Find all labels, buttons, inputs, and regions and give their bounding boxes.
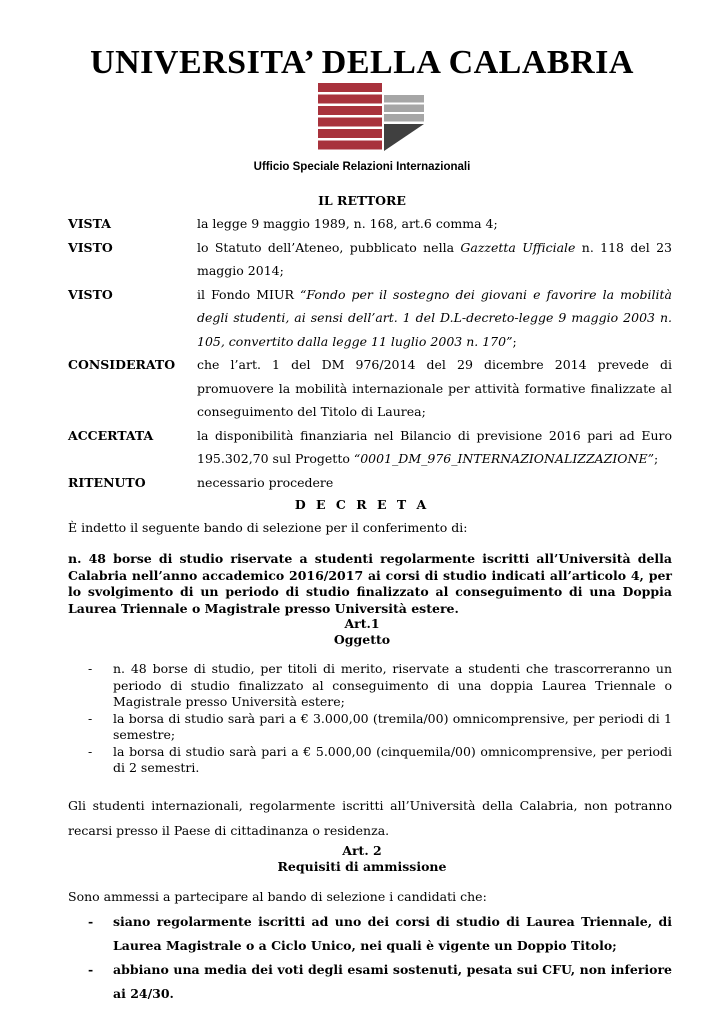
text-span: la legge 9 maggio 1989, n. 168, art.6 comma 4; (197, 216, 498, 231)
logo-red-bar (318, 83, 382, 92)
art1-note: Gli studenti internazionali, regolarmente iscritti all’Università della Calabria, non potranno recarsi presso il Paese di cittadinanza o residenza. (68, 798, 672, 838)
preamble-label: VISTO (68, 239, 113, 255)
italic-text: “0001_DM_976_INTERNAZIONALIZZAZIONE” (353, 451, 654, 466)
preamble-label: CONSIDERATO (68, 357, 176, 372)
logo-dark-triangle (384, 124, 424, 151)
logo-red-bar (318, 118, 382, 127)
preamble-label: RITENUTO (68, 474, 146, 490)
decreta-heading: D E C R E T A (294, 497, 430, 512)
preamble-text (197, 283, 672, 354)
preamble (68, 212, 672, 494)
logo-grey-bar (384, 95, 424, 103)
preamble-text (197, 212, 672, 236)
logo-red-bar (318, 95, 382, 104)
preamble-label: VISTO (68, 286, 113, 302)
italic-text: “Fondo per il sostegno dei giovani e favorire la mobilità degli studenti, ai sensi dell’art. 1 del D.L-decreto-legge 9 maggio 2003 n. 105, convertito dalla legge 11 luglio 2003 n. 170” (197, 286, 672, 349)
art1-list (88, 661, 672, 777)
logo-grey-bar (384, 105, 424, 113)
italic-text: Gazzetta Ufficiale (460, 239, 576, 255)
preamble-text (197, 424, 672, 471)
rettore-heading: IL RETTORE (318, 193, 406, 208)
art2-title: Requisiti di ammissione (277, 859, 447, 874)
preamble-row (68, 236, 672, 283)
text-span: n. 118 del 23 maggio 2014; (197, 239, 672, 278)
text-span: la disponibilità finanziaria nel Bilancio di previsione 2016 pari ad Euro 195.302,70 sul Progetto (197, 427, 672, 466)
intro-paragraph: È indetto il seguente bando di selezione per il conferimento di: (68, 520, 468, 535)
preamble-row (68, 471, 672, 495)
art1-list-item: - n. 48 borse di studio, per titoli di merito, riservate a studenti che trascorreranno un periodo di studio finalizzato al conseguimento di una doppia Laurea Triennale o Magistrale presso Università estere; (88, 661, 672, 711)
logo-red-bar (318, 129, 382, 138)
art1-number: Art.1 (344, 616, 380, 631)
preamble-label: VISTA (68, 216, 111, 231)
university-title: UNIVERSITA’ DELLA CALABRIA (90, 44, 634, 81)
university-logo (318, 83, 424, 151)
art1-title: Oggetto (333, 632, 391, 647)
text-span: il Fondo MIUR (197, 286, 300, 302)
preamble-text (197, 353, 672, 424)
logo-red-bar (318, 141, 382, 150)
art2-number: Art. 2 (342, 843, 382, 858)
art1-list-item: - la borsa di studio sarà pari a € 3.000,00 (tremila/00) omnicomprensive, per periodi di 1 semestre; (88, 711, 672, 744)
art2-list-item: - siano regolarmente iscritti ad uno dei corsi di studio di Laurea Triennale, di Laurea Magistrale o a Ciclo Unico, nei quali è vigente un Doppio Titolo; (88, 910, 672, 958)
summary-paragraph: n. 48 borse di studio riservate a studenti regolarmente iscritti all’Università della Calabria nell’anno accademico 2016/2017 ai corsi di studio indicati all’articolo 4, per lo svolgimento di un periodo di studio finalizzato al conseguimento di una Doppia Laurea Triennale o Magistrale presso Università estere. (68, 551, 672, 616)
preamble-label: ACCERTATA (68, 427, 154, 443)
preamble-row (68, 212, 672, 236)
art1-list-item: - la borsa di studio sarà pari a € 5.000,00 (cinquemila/00) omnicomprensive, per periodi di 2 semestri. (88, 744, 672, 777)
logo-red-bars (318, 83, 382, 150)
text-span: lo Statuto dell’Ateneo, pubblicato nella (197, 239, 461, 255)
text-span: ; (653, 451, 659, 466)
preamble-row (68, 283, 672, 354)
art2-list (88, 910, 672, 1006)
text-span: ; (512, 333, 517, 349)
logo-red-bar (318, 106, 382, 115)
art2-list-item: - abbiano una media dei voti degli esami sostenuti, pesata sui CFU, non inferiore ai 24/30. (88, 958, 672, 1006)
art2-intro: Sono ammessi a partecipare al bando di selezione i candidati che: (68, 889, 487, 904)
office-name: Ufficio Speciale Relazioni Internazionali (253, 161, 471, 173)
preamble-text (197, 471, 672, 495)
preamble-row (68, 424, 672, 471)
text-span: che l’art. 1 del DM 976/2014 del 29 dicembre 2014 prevede di promuovere la mobilità internazionale per attività formative finalizzate al conseguimento del Titolo di Laurea; (197, 357, 672, 419)
logo-grey-bar (384, 114, 424, 122)
preamble-text (197, 236, 672, 283)
logo-grey-bars (384, 95, 424, 122)
text-span: necessario procedere (197, 474, 334, 490)
preamble-row (68, 353, 672, 424)
